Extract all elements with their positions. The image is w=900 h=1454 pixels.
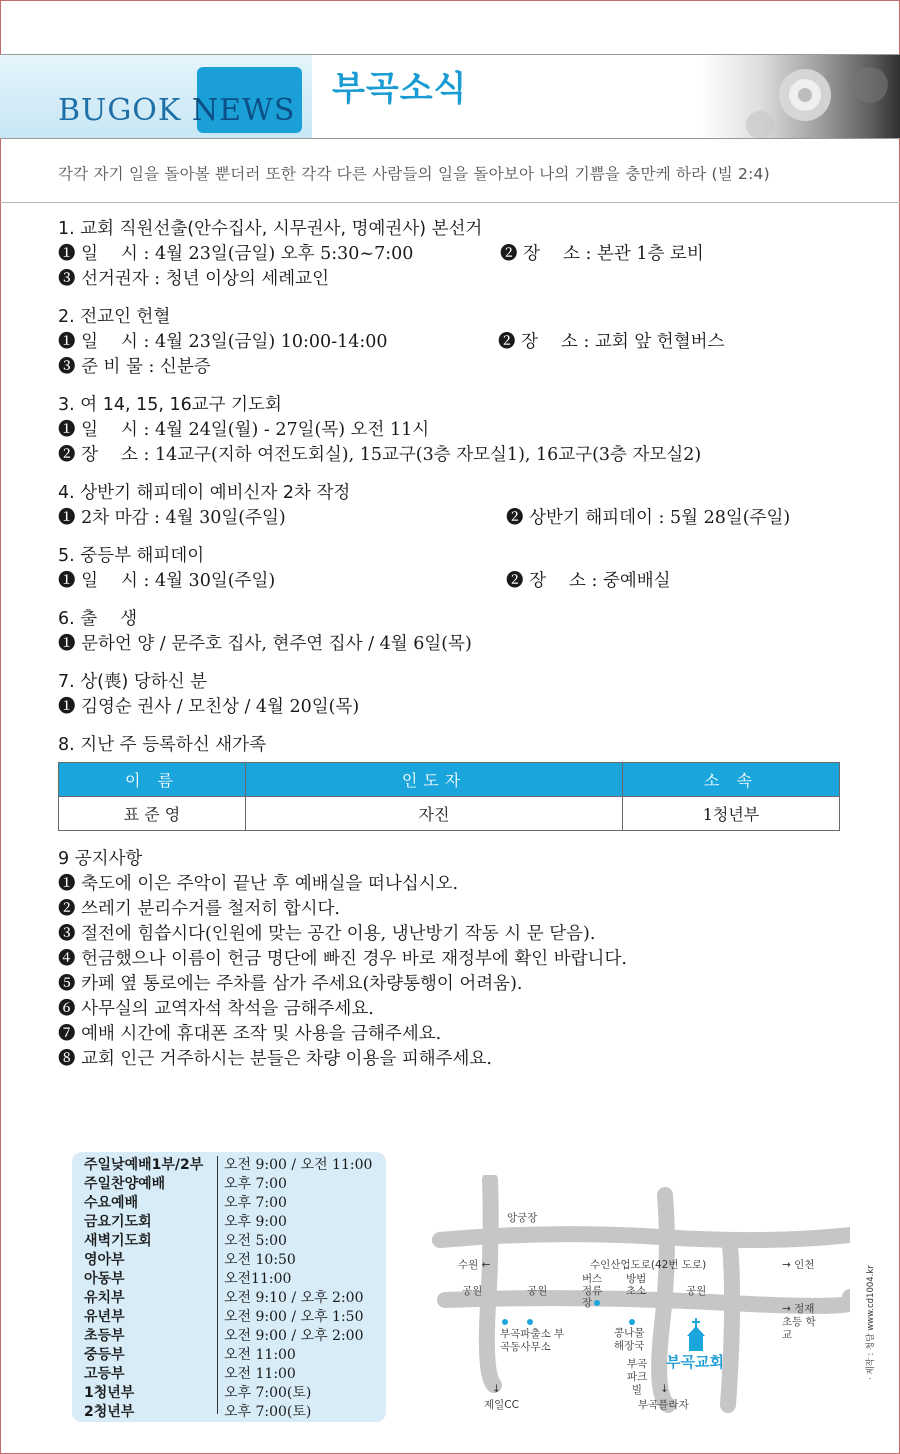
map-label: 수인산업도로(42번 도로) bbox=[590, 1259, 707, 1271]
schedule-time: 오전 9:00 / 오후 2:00 bbox=[224, 1328, 364, 1344]
schedule-name: 중등부 bbox=[84, 1347, 125, 1363]
logo-news: NEWS bbox=[191, 93, 296, 128]
table-cell: 자진 bbox=[246, 797, 623, 831]
schedule-time: 오전 11:00 bbox=[224, 1366, 296, 1382]
schedule-time: 오후 7:00(토) bbox=[224, 1404, 312, 1420]
info-item: ❸ 선거권자 : 청년 이상의 세례교인 bbox=[58, 269, 329, 289]
info-item: ❷ 장 소 : 본관 1층 로비 bbox=[500, 244, 704, 264]
schedule-time: 오전 9:00 / 오후 1:50 bbox=[224, 1309, 364, 1325]
map-label: 부곡파출소 부곡동사무소 bbox=[500, 1328, 565, 1353]
info-item: ❷ 장 소 : 교회 앞 헌혈버스 bbox=[498, 332, 725, 352]
news-section bbox=[58, 305, 858, 380]
info-item: ❷ 상반기 해피데이 : 5월 28일(주일) bbox=[506, 508, 791, 528]
map-label: 버스 정류장 bbox=[582, 1273, 603, 1309]
schedule-name: 금요기도회 bbox=[84, 1214, 152, 1230]
logo-bugok: BUGOK bbox=[58, 93, 182, 128]
flower-photo-image bbox=[700, 55, 900, 138]
notice-item: ❻ 사무실의 교역자석 착석을 금해주세요. bbox=[58, 999, 374, 1019]
news-section bbox=[58, 393, 858, 468]
schedule-time: 오전 9:00 / 오전 11:00 bbox=[224, 1157, 373, 1173]
schedule-time: 오전 5:00 bbox=[224, 1233, 287, 1249]
map-label: 방범 초소 bbox=[626, 1273, 647, 1297]
map-arrow: ↓ bbox=[492, 1383, 501, 1395]
church-location-map bbox=[430, 1175, 850, 1425]
info-row bbox=[58, 267, 858, 292]
schedule-time: 오후 7:00 bbox=[224, 1176, 287, 1192]
column-header: 인도자 bbox=[246, 763, 623, 797]
section-title: 8. 지난 주 등록하신 새가족 bbox=[58, 735, 266, 755]
news-section bbox=[58, 481, 858, 531]
page-title: 부곡소식 bbox=[332, 69, 468, 109]
section-title: 7. 상(喪) 당하신 분 bbox=[58, 672, 208, 692]
schedule-name: 초등부 bbox=[84, 1328, 125, 1344]
schedule-time: 오후 7:00 bbox=[224, 1195, 287, 1211]
schedule-time: 오전 9:10 / 오후 2:00 bbox=[224, 1290, 364, 1306]
schedule-divider bbox=[217, 1156, 218, 1414]
news-section bbox=[58, 733, 858, 831]
schedule-time: 오전 11:00 bbox=[224, 1347, 296, 1363]
bugok-news-logo bbox=[58, 93, 295, 128]
table-header-row bbox=[59, 763, 840, 797]
map-label: 부곡플라자 bbox=[638, 1399, 689, 1411]
schedule-time: 오전 10:50 bbox=[224, 1252, 296, 1268]
column-header: 이 름 bbox=[59, 763, 246, 797]
notice-item: ❽ 교회 인근 거주하시는 분들은 차량 이용을 피해주세요. bbox=[58, 1049, 492, 1069]
church-icon bbox=[687, 1318, 705, 1351]
schedule-name: 1청년부 bbox=[84, 1385, 135, 1401]
info-item: ❶ 2차 마감 : 4월 30일(주일) bbox=[58, 508, 286, 528]
schedule-time: 오전11:00 bbox=[224, 1271, 292, 1287]
info-item: ❶ 일 시 : 4월 24일(월) - 27일(목) 오전 11시 bbox=[58, 420, 430, 440]
new-family-table bbox=[58, 762, 840, 831]
news-section bbox=[58, 607, 858, 657]
divider bbox=[0, 202, 900, 203]
news-section bbox=[58, 217, 858, 292]
schedule-time: 오후 7:00(토) bbox=[224, 1385, 312, 1401]
schedule-name: 주일낮예배1부/2부 bbox=[84, 1157, 204, 1173]
map-label: → 인천 bbox=[782, 1259, 815, 1271]
info-row bbox=[58, 506, 858, 531]
info-row bbox=[58, 242, 858, 267]
schedule-name: 새벽기도회 bbox=[84, 1233, 152, 1249]
map-label: 콩나물 해장국 bbox=[614, 1327, 645, 1352]
info-item: ❷ 장 소 : 14교구(지하 여전도회실), 15교구(3층 자모실1), 16교구(3층 자모실2) bbox=[58, 445, 702, 465]
info-item: ❸ 준 비 물 : 신분증 bbox=[58, 357, 211, 377]
notice-section bbox=[58, 847, 858, 1072]
map-label: 공원 bbox=[686, 1285, 707, 1297]
schedule-name: 수요예배 bbox=[84, 1195, 139, 1211]
news-section bbox=[58, 544, 858, 594]
map-label: 앙궁장 bbox=[507, 1212, 538, 1224]
credit-text: · 제작 : 청담 www.cd1004.kr bbox=[866, 1265, 876, 1380]
schedule-name: 2청년부 bbox=[84, 1404, 135, 1420]
map-arrow: ↓ bbox=[660, 1383, 669, 1395]
table-cell: 1청년부 bbox=[623, 797, 840, 831]
schedule-name: 아동부 bbox=[84, 1271, 125, 1287]
map-label: 수원 ← bbox=[458, 1259, 491, 1271]
notice-item: ❺ 카페 옆 통로에는 주차를 삼가 주세요(차량통행이 어려움). bbox=[58, 974, 523, 994]
info-row bbox=[58, 695, 858, 720]
map-label: 공원 bbox=[527, 1285, 548, 1297]
bible-verse: 각각 자기 일을 돌아볼 뿐더러 또한 각각 다른 사람들의 일을 돌아보아 나의 기쁨을 충만케 하라 (빌 2:4) bbox=[58, 165, 770, 183]
info-item: ❶ 김영순 권사 / 모친상 / 4월 20일(목) bbox=[58, 697, 360, 717]
schedule-name: 고등부 bbox=[84, 1366, 125, 1382]
header bbox=[0, 55, 900, 138]
header-photo bbox=[700, 55, 900, 138]
table-cell: 표 준 영 bbox=[59, 797, 246, 831]
info-row bbox=[58, 330, 858, 355]
news-content bbox=[58, 217, 858, 1085]
section-title: 3. 여 14, 15, 16교구 기도회 bbox=[58, 395, 282, 415]
info-item: ❷ 장 소 : 중예배실 bbox=[506, 571, 671, 591]
notice-item: ❶ 축도에 이은 주악이 끝난 후 예배실을 떠나십시오. bbox=[58, 874, 459, 894]
worship-schedule bbox=[72, 1152, 386, 1422]
map-label: 제일CC bbox=[484, 1399, 519, 1411]
map-label: 부곡 파크빌 bbox=[626, 1358, 648, 1396]
schedule-time: 오후 9:00 bbox=[224, 1214, 287, 1230]
info-row bbox=[58, 355, 858, 380]
info-item: ❶ 일 시 : 4월 30일(주일) bbox=[58, 571, 276, 591]
table-row bbox=[59, 797, 840, 831]
info-row bbox=[58, 632, 858, 657]
map-label: → 정재 초등 학교 bbox=[782, 1303, 816, 1341]
notice-item: ❷ 쓰레기 분리수거를 철저히 합시다. bbox=[58, 899, 340, 919]
info-item: ❶ 일 시 : 4월 23일(금일) 10:00-14:00 bbox=[58, 332, 388, 352]
schedule-name: 유년부 bbox=[84, 1309, 125, 1325]
section-title: 5. 중등부 해피데이 bbox=[58, 546, 205, 566]
section-title: 9 공지사항 bbox=[58, 849, 143, 869]
header-bottom-rule bbox=[0, 138, 900, 139]
schedule-name: 영아부 bbox=[84, 1252, 125, 1268]
notice-item: ❸ 절전에 힘씁시다(인원에 맞는 공간 이용, 냉난방기 작동 시 문 닫음). bbox=[58, 924, 596, 944]
section-title: 2. 전교인 헌혈 bbox=[58, 307, 171, 327]
info-row bbox=[58, 418, 858, 443]
notice-item: ❼ 예배 시간에 휴대폰 조작 및 사용을 금해주세요. bbox=[58, 1024, 442, 1044]
section-title: 4. 상반기 해피데이 예비신자 2차 작정 bbox=[58, 483, 351, 503]
info-item: ❶ 일 시 : 4월 23일(금일) 오후 5:30~7:00 bbox=[58, 244, 414, 264]
info-row bbox=[58, 443, 858, 468]
news-section bbox=[58, 670, 858, 720]
map-label: 공원 bbox=[462, 1285, 483, 1297]
info-item: ❶ 문하언 양 / 문주호 집사, 현주연 집사 / 4월 6일(목) bbox=[58, 634, 472, 654]
map-church-label: 부곡교회 bbox=[666, 1353, 724, 1371]
section-title: 1. 교회 직원선출(안수집사, 시무권사, 명예권사) 본선거 bbox=[58, 219, 483, 239]
section-title: 6. 출 생 bbox=[58, 609, 138, 629]
notice-item: ❹ 헌금했으나 이름이 헌금 명단에 빠진 경우 바로 재정부에 확인 바랍니다. bbox=[58, 949, 627, 969]
schedule-name: 유치부 bbox=[84, 1290, 125, 1306]
info-row bbox=[58, 569, 858, 594]
schedule-name: 주일찬양예배 bbox=[84, 1176, 166, 1192]
column-header: 소 속 bbox=[623, 763, 840, 797]
